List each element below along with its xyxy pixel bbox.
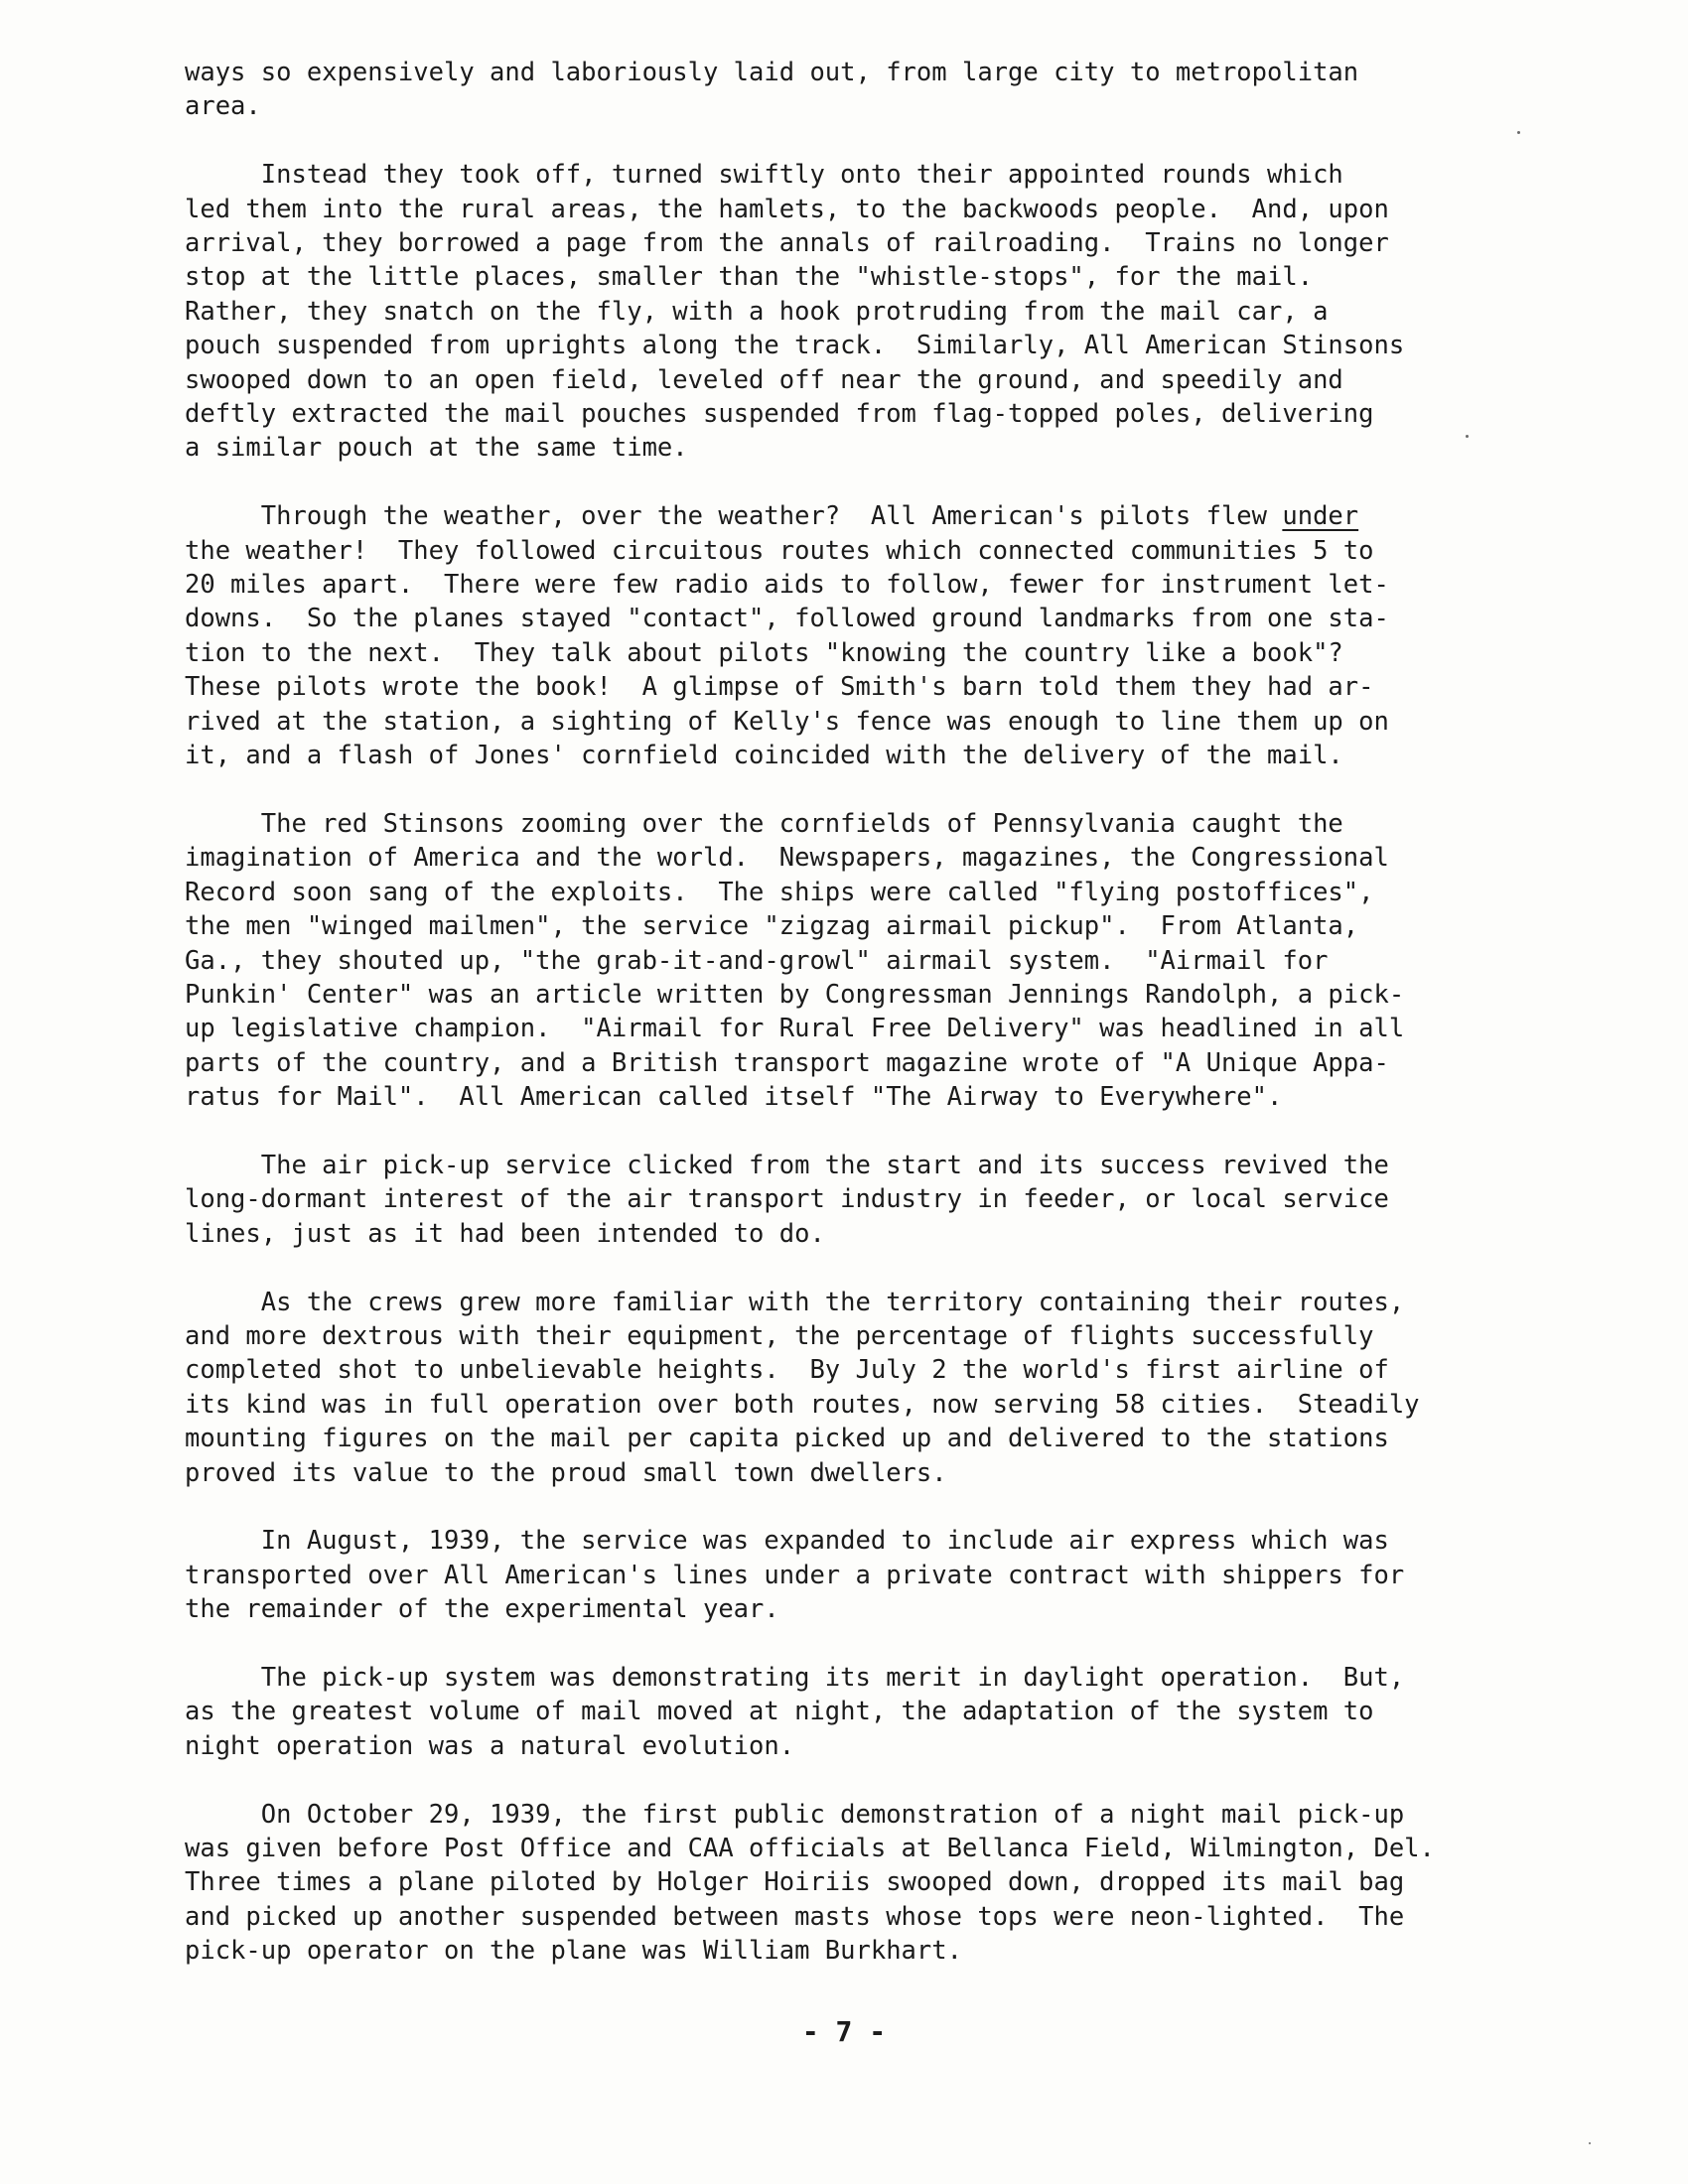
paragraph-2: [185, 158, 1545, 466]
text-line: ratus for Mail". All American called itself "The Airway to Everywhere".: [185, 1082, 1283, 1113]
text-line: a similar pouch at the same time.: [185, 433, 688, 464]
text-line: mounting figures on the mail per capita picked up and delivered to the stations: [185, 1424, 1389, 1454]
text-line: proved its value to the proud small town dwellers.: [185, 1457, 947, 1488]
text-line: it, and a flash of Jones' cornfield coincided with the delivery of the mail.: [185, 741, 1343, 771]
text-line: Record soon sang of the exploits. The ships were called "flying postoffices",: [185, 877, 1374, 907]
paragraph-4: [185, 807, 1545, 1115]
text-line: Punkin' Center" was an article written by Congressman Jennings Randolph, a pick-: [185, 979, 1405, 1010]
paragraph-9: [185, 1798, 1545, 1969]
text-line: swooped down to an open field, leveled off near the ground, and speedily and: [185, 364, 1343, 395]
text-line: the weather! They followed circuitous routes which connected communities 5 to: [185, 535, 1374, 566]
text-line: tion to the next. They talk about pilots "knowing the country like a book"?: [185, 637, 1343, 668]
text-line: 20 miles apart. There were few radio aids to follow, fewer for instrument let-: [185, 570, 1389, 601]
text-line: The pick-up system was demonstrating its merit in daylight operation. But,: [185, 1662, 1405, 1693]
text-line: pouch suspended from uprights along the track. Similarly, All American Stinsons: [185, 331, 1405, 361]
underlined-word: under: [1282, 501, 1359, 532]
text-line: On October 29, 1939, the first public demonstration of a night mail pick-up: [185, 1799, 1405, 1830]
text-line-with-underline: Through the weather, over the weather? All American's pilots flew under: [185, 501, 1359, 532]
text-line: stop at the little places, smaller than the "whistle-stops", for the mail.: [185, 262, 1314, 293]
paragraph-5: [185, 1149, 1545, 1251]
text-line: area.: [185, 91, 261, 122]
text-line: imagination of America and the world. Newspapers, magazines, the Congressional: [185, 843, 1389, 874]
page-number: - 7 -: [801, 2015, 887, 2048]
paragraph-7: [185, 1524, 1545, 1626]
scan-speck: [1517, 131, 1520, 134]
text-line: The red Stinsons zooming over the cornfields of Pennsylvania caught the: [185, 808, 1343, 839]
text-line: the remainder of the experimental year.: [185, 1594, 779, 1625]
paragraph-8: [185, 1661, 1545, 1763]
text-line: As the crews grew more familiar with the territory containing their routes,: [185, 1287, 1405, 1317]
text-line: long-dormant interest of the air transport industry in feeder, or local service: [185, 1184, 1389, 1215]
text-line: lines, just as it had been intended to do.: [185, 1218, 825, 1249]
text-line: Three times a plane piloted by Holger Hoiriis swooped down, dropped its mail bag: [185, 1867, 1405, 1898]
text-line: Rather, they snatch on the fly, with a hook protruding from the mail car, a: [185, 296, 1329, 327]
paragraph-6: [185, 1286, 1545, 1490]
scan-speck: [1466, 435, 1469, 438]
text-line: These pilots wrote the book! A glimpse of Smith's barn told them they had ar-: [185, 672, 1374, 703]
text-line: Instead they took off, turned swiftly onto their appointed rounds which: [185, 160, 1343, 191]
scan-speck: [1589, 2142, 1591, 2144]
text-line: was given before Post Office and CAA officials at Bellanca Field, Wilmington, Del.: [185, 1834, 1435, 1863]
text-line: led them into the rural areas, the hamlets, to the backwoods people. And, upon: [185, 194, 1389, 224]
text-line: and picked up another suspended between masts whose tops were neon-lighted. The: [185, 1901, 1405, 1932]
text-line: deftly extracted the mail pouches suspended from flag-topped poles, delivering: [185, 399, 1374, 430]
text-line: and more dextrous with their equipment, the percentage of flights successfully: [185, 1320, 1374, 1351]
text-line: the men "winged mailmen", the service "zigzag airmail pickup". From Atlanta,: [185, 911, 1359, 942]
text-line: ways so expensively and laboriously laid out, from large city to metropolitan: [185, 58, 1359, 87]
text-line: up legislative champion. "Airmail for Rural Free Delivery" was headlined in all: [185, 1014, 1405, 1044]
text-line: downs. So the planes stayed "contact", followed ground landmarks from one sta-: [185, 604, 1389, 634]
text-line: Ga., they shouted up, "the grab-it-and-growl" airmail system. "Airmail for: [185, 945, 1329, 976]
paragraph-3: [185, 499, 1545, 772]
text-line: arrival, they borrowed a page from the annals of railroading. Trains no longer: [185, 228, 1389, 259]
text-line: as the greatest volume of mail moved at night, the adaptation of the system to: [185, 1697, 1374, 1727]
text-line: night operation was a natural evolution.: [185, 1730, 795, 1761]
text-line: parts of the country, and a British transport magazine wrote of "A Unique Appa-: [185, 1047, 1389, 1078]
text-line: pick-up operator on the plane was William Burkhart.: [185, 1936, 962, 1967]
body-text: [185, 56, 1545, 2002]
text-line: In August, 1939, the service was expanded to include air express which was: [185, 1526, 1389, 1557]
paragraph-1: [185, 56, 1545, 124]
text-line: The air pick-up service clicked from the start and its success revived the: [185, 1150, 1389, 1180]
text-line: completed shot to unbelievable heights. By July 2 the world's first airline of: [185, 1355, 1389, 1386]
text-line: transported over All American's lines under a private contract with shippers for: [185, 1560, 1405, 1590]
text-line: rived at the station, a sighting of Kelly's fence was enough to line them up on: [185, 706, 1389, 737]
text-line: its kind was in full operation over both routes, now serving 58 cities. Steadily: [185, 1389, 1420, 1420]
